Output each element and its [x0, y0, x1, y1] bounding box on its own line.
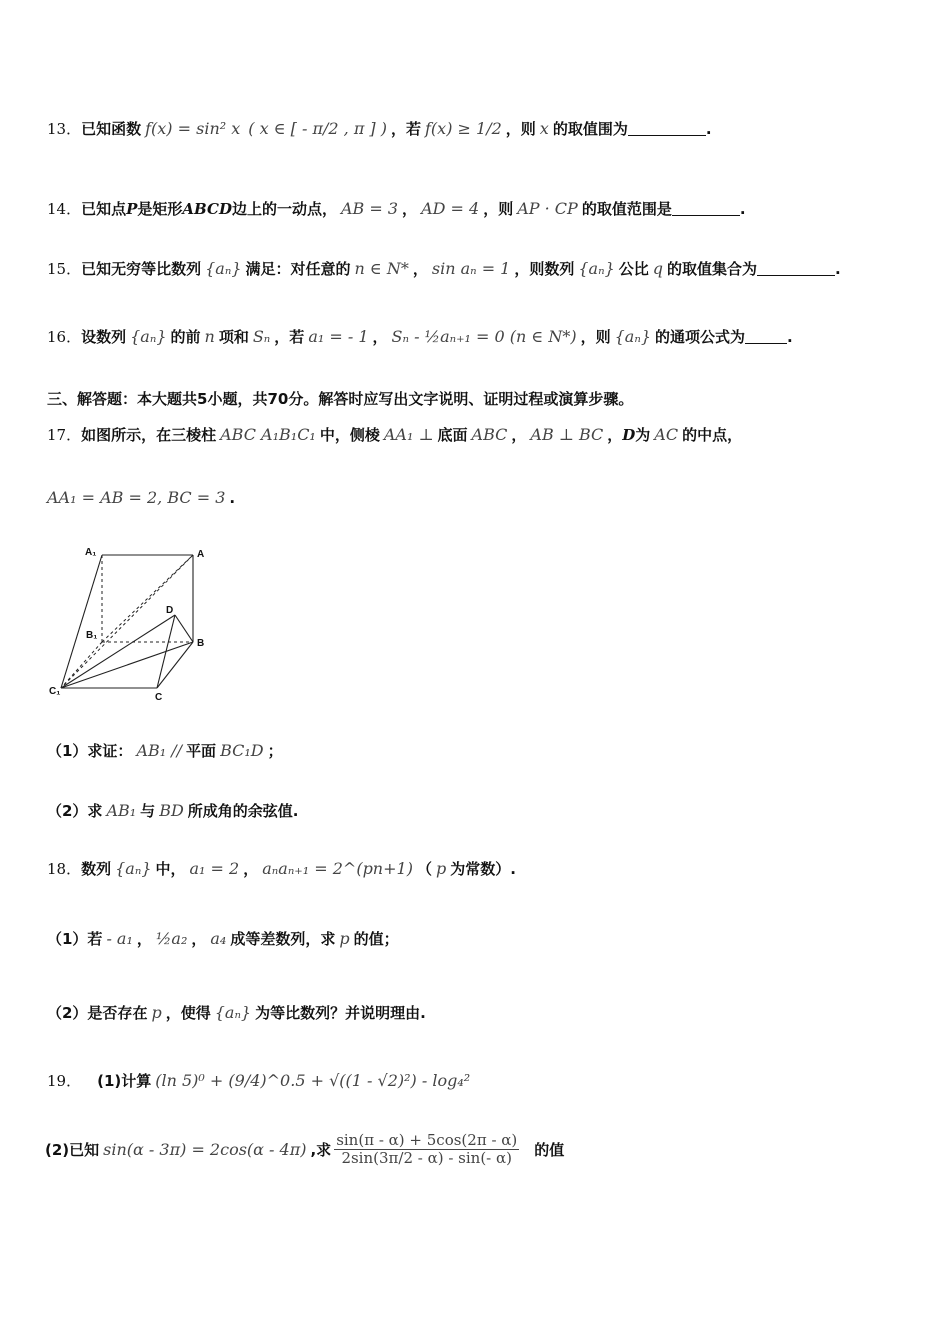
math-expression: Sₙ - ½aₙ₊₁ = 0 (n ∈ N*): [391, 327, 577, 346]
math-expression: Sₙ: [252, 327, 271, 346]
question-18: [47, 858, 516, 879]
question-text: 的通项公式为: [655, 328, 746, 346]
math-expression: {aₙ}: [578, 259, 615, 278]
point-label: P: [126, 199, 138, 218]
part-label: （2）是否存在: [47, 1004, 148, 1022]
question-text: 的值；: [353, 930, 399, 948]
math-expression: {aₙ}: [214, 1003, 252, 1022]
question-19-part-2: [45, 1132, 564, 1168]
question-18-part-1: [47, 928, 399, 949]
label-B1: B₁: [86, 630, 98, 641]
question-text: ，: [136, 930, 152, 948]
math-expression: a₄: [210, 929, 227, 948]
question-17-condition: [47, 488, 235, 507]
math-expression: ( x ∈ [ - π/2 , π ] ): [248, 119, 387, 138]
math-expression: AA₁ ⊥: [383, 425, 434, 444]
question-14: [47, 198, 746, 219]
part-label: (2)已知: [45, 1141, 100, 1160]
math-expression: sin aₙ = 1: [431, 259, 511, 278]
question-text: ，则: [483, 200, 514, 218]
math-expression: n ∈ N*: [354, 259, 409, 278]
question-15: [47, 258, 841, 279]
answer-blank[interactable]: [757, 261, 835, 276]
math-expression: AA₁ = AB = 2, BC = 3: [47, 488, 226, 507]
segment-C1B: [61, 642, 193, 688]
question-text: .: [705, 119, 712, 138]
question-text: ，: [372, 328, 388, 346]
math-variable: p: [339, 929, 350, 948]
label-C: C: [155, 692, 163, 703]
question-text: 已知点: [81, 200, 127, 218]
question-text: 为等比数列？并说明理由.: [255, 1004, 426, 1022]
answer-blank[interactable]: [628, 121, 706, 136]
question-text: 的取值集合为: [667, 260, 758, 278]
label-A: A: [197, 549, 205, 560]
question-text: ，则数列: [514, 260, 575, 278]
math-expression: a₁ = - 1: [308, 327, 369, 346]
question-16: [47, 326, 793, 347]
question-number: 16．: [47, 328, 82, 346]
question-text: ，: [607, 426, 623, 444]
question-text: 中，: [155, 860, 186, 878]
question-text: 的前: [170, 328, 201, 346]
math-variable: x: [539, 119, 549, 138]
question-number: 18．: [47, 860, 82, 878]
question-text: ，: [511, 426, 527, 444]
point-label: D: [622, 425, 636, 444]
question-text: 为: [635, 426, 651, 444]
question-text: （: [416, 860, 432, 878]
math-expression: AB ⊥ BC: [530, 425, 604, 444]
question-17: [47, 424, 742, 445]
question-text: 已知无穷等比数列: [81, 260, 202, 278]
question-text: ，若: [390, 120, 421, 138]
math-expression: f(x) = sin² x: [145, 119, 241, 138]
question-text: ，则: [505, 120, 536, 138]
question-number: 17．: [47, 426, 82, 444]
math-expression: AB₁: [106, 801, 137, 820]
question-number: 15．: [47, 260, 82, 278]
question-text: ，: [243, 860, 259, 878]
question-text: 满足：对任意的: [245, 260, 351, 278]
fraction-denominator: 2sin(3π/2 - α) - sin(- α): [341, 1149, 513, 1168]
question-17-part-1: [47, 740, 283, 761]
math-variable: q: [652, 259, 664, 278]
math-expression: (ln 5)⁰ + (9/4)^0.5 + √((1 - √2)²) - log₄²: [155, 1071, 471, 1090]
question-text: ，: [412, 260, 428, 278]
segment-C1D: [61, 615, 175, 688]
math-expression: BC₁D: [220, 741, 264, 760]
question-text: 数列: [81, 860, 112, 878]
math-variable: p: [435, 859, 447, 878]
question-text: 的中点，: [682, 426, 743, 444]
math-expression: ½a₂: [155, 929, 188, 948]
math-expression: BD: [159, 801, 184, 820]
segment-DB: [175, 615, 193, 642]
question-text: 为常数）.: [450, 860, 516, 878]
question-17-part-2: [47, 800, 298, 821]
question-text: 如图所示，在三棱柱: [81, 426, 217, 444]
question-text: 边上的一动点，: [231, 200, 337, 218]
part-label: （1）若: [47, 930, 103, 948]
question-text: ，则: [580, 328, 611, 346]
question-text: 成等差数列，求: [230, 930, 336, 948]
math-expression: aₙaₙ₊₁ = 2^(pn+1): [262, 859, 413, 878]
part-label: (1)计算: [97, 1072, 152, 1090]
math-expression: f(x) ≥ 1/2: [425, 119, 502, 138]
question-text: .: [739, 199, 746, 218]
section-heading: [47, 388, 633, 409]
question-text: 的值: [534, 1141, 565, 1160]
section-title: 三、解答题：本大题共5小题，共70分。解答时应写出文字说明、证明过程或演算步骤。: [47, 390, 634, 408]
question-text: .: [787, 327, 793, 346]
question-text: ，若: [274, 328, 305, 346]
fraction-numerator: sin(π - α) + 5cos(2π - α): [336, 1131, 518, 1149]
prism-figure: [47, 545, 227, 705]
math-expression: {aₙ}: [130, 327, 167, 346]
label-D: D: [166, 605, 174, 616]
fraction: [334, 1132, 519, 1168]
question-text: 平面: [186, 742, 217, 760]
math-expression: {aₙ}: [115, 859, 152, 878]
question-text: ,求: [310, 1141, 332, 1160]
question-text: 项和: [218, 328, 249, 346]
math-expression: sin(α - 3π) = 2cos(α - 4π): [103, 1140, 307, 1160]
question-text: ，: [191, 930, 207, 948]
rectangle-label: ABCD: [182, 199, 232, 218]
question-text: 底面: [437, 426, 468, 444]
question-text: ，使得: [165, 1004, 211, 1022]
math-expression: ABC: [471, 425, 508, 444]
math-expression: AB = 3: [340, 199, 399, 218]
label-B: B: [197, 638, 205, 649]
question-text: 中，侧棱: [319, 426, 380, 444]
question-text: 所成角的余弦值.: [187, 802, 299, 820]
math-expression: {aₙ}: [614, 327, 651, 346]
question-13: [47, 118, 712, 139]
part-label: （2）求: [47, 802, 103, 820]
part-label: （1）求证：: [47, 742, 133, 760]
question-text: 设数列: [81, 328, 127, 346]
question-number: 19．: [47, 1072, 82, 1090]
math-expression: a₁ = 2: [189, 859, 240, 878]
math-expression: AD = 4: [421, 199, 480, 218]
question-text: .: [835, 259, 841, 278]
question-text: 的取值范围是: [581, 200, 672, 218]
question-number: 14．: [47, 200, 82, 218]
question-text: .: [229, 488, 236, 507]
math-expression: {aₙ}: [205, 259, 242, 278]
question-text: 的取值围为: [552, 120, 628, 138]
label-A1: A₁: [85, 547, 97, 558]
math-variable: p: [151, 1003, 162, 1022]
question-text: 是矩形: [137, 200, 183, 218]
math-expression: AP · CP: [517, 199, 578, 218]
math-expression: ABC A₁B₁C₁: [220, 425, 316, 444]
math-variable: n: [204, 327, 215, 346]
math-expression: AC: [654, 425, 679, 444]
answer-blank[interactable]: [672, 201, 740, 216]
question-text: 与: [140, 802, 156, 820]
question-number: 13．: [47, 120, 82, 138]
question-text: ，: [402, 200, 418, 218]
question-text: 已知函数: [81, 120, 142, 138]
question-19-part-1: [47, 1070, 474, 1091]
question-text: ；: [267, 742, 283, 760]
question-text: 公比: [618, 260, 649, 278]
math-expression: AB₁ //: [136, 741, 183, 760]
label-C1: C₁: [49, 686, 61, 697]
math-expression: - a₁: [106, 929, 133, 948]
question-18-part-2: [47, 1002, 426, 1023]
answer-blank[interactable]: [745, 329, 787, 344]
